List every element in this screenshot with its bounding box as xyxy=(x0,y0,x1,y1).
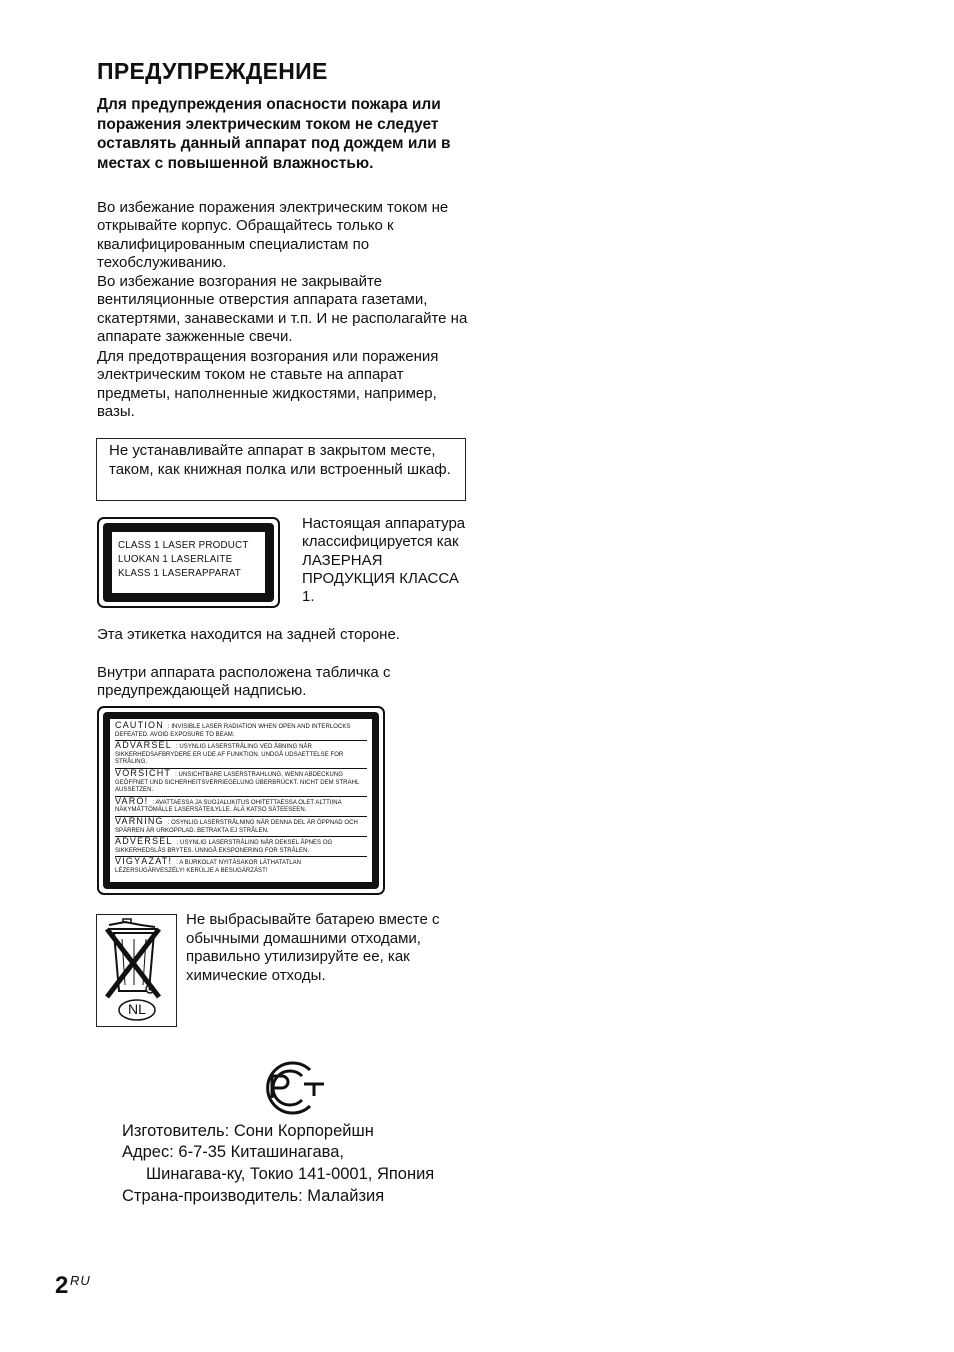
paragraph-ventilation: Во избежание возгорания не закрывайте вентиляционные отверстия аппарата газетами, скатертями, занавесками и т.п. И не располагайте на аппарате зажженные свечи. xyxy=(97,273,468,345)
caution-block-text: : USYNLIG LASERSTRÅLING NÅR DEKSEL ÅPNES OG SIKKERHEDSLÅS BRYTES. UNNGÅ EKSPONERING FOR STRÅLEN. xyxy=(115,840,333,854)
laser-label-line: LUOKAN 1 LASERLAITE xyxy=(118,554,233,565)
caution-block-heading: ADVARSEL xyxy=(115,740,172,751)
pct-certification-logo xyxy=(258,1060,328,1116)
caution-block xyxy=(115,815,367,837)
caution-block-text: : USYNLIG LASERSTRÅLING VED ÅBNING NÅR SIKKERHEDSAFBRYDERE ER UDE AF FUNKTION. UNDGÅ UDSAETTELSE FOR STRÅLING. xyxy=(115,744,344,766)
laser-class-label xyxy=(97,517,280,608)
caution-block-text: : OSYNLIG LASERSTRÅLNING NÄR DENNA DEL ÄR ÖPPNAD OCH SPÄRREN ÄR URKOPPLAD. BETRAKTA EJ STRÅLEN. xyxy=(115,819,358,834)
battery-disposal-symbol xyxy=(96,914,177,1027)
caution-block-heading: VORSICHT xyxy=(115,767,172,778)
caution-block-heading: VARNING xyxy=(115,815,164,826)
caution-block-heading: VARO! xyxy=(115,795,149,806)
caution-block xyxy=(115,795,367,817)
manufacturer-name: Изготовитель: Сони Корпорейшн xyxy=(122,1122,374,1140)
caution-block-heading: ADVERSEL xyxy=(115,836,173,847)
gost-r-certification-icon xyxy=(258,1060,328,1116)
laser-label-line: CLASS 1 LASER PRODUCT xyxy=(118,540,249,551)
warning-bold-text: Для предупреждения опасности пожара или поражения электрическим током не следует оставлять данный аппарат под дождем или в местах с повышенной влажностью. xyxy=(97,96,451,172)
installation-note-box: Не устанавливайте аппарат в закрытом месте, таком, как книжная полка или встроенный шкаф. xyxy=(96,438,466,501)
laser-class-description: Настоящая аппаратура классифицируется как ЛАЗЕРНАЯ ПРОДУКЦИЯ КЛАССА 1. xyxy=(302,515,466,606)
caution-block-text: : A BURKOLAT NYITÁSAKOR LÁTHATATLAN LÉZERSUGÁRVESZÉLY! KERÜLJE A BESUGÁRZÁST! xyxy=(115,860,302,874)
caution-block xyxy=(115,767,367,797)
caution-block-heading: VIGYÁZAT! xyxy=(115,856,173,867)
manufacturer-address-city: Шинагава-ку, Токио 141-0001, Япония xyxy=(146,1165,435,1183)
inside-warning-note: Внутри аппарата расположена табличка с предупреждающей надписью. xyxy=(97,664,391,700)
caution-block-text: : AVATTAESSA JA SUOJALUKITUS OHITETTAESSA OLET ALTTIINA NÄKYMÄTTÖMÄLLE LASERSÄTEILYLLE. ÄLÄ KATSO SÄTEESEEN. xyxy=(115,799,342,814)
page-number: 2 xyxy=(55,1272,69,1299)
paragraph-electric-shock: Во избежание поражения электрическим током не открывайте корпус. Обращайтесь только к квалифицированным специалистам по техобслуживанию. xyxy=(97,199,449,271)
caution-block-text: : INVISIBLE LASER RADIATION WHEN OPEN AND INTERLOCKS DEFEATED. AVOID EXPOSURE TO BEAM. xyxy=(115,724,351,738)
caution-block xyxy=(115,722,367,741)
label-location-text: Эта этикетка находится на задней стороне. xyxy=(97,626,400,643)
caution-block-text: : UNSICHTBARE LASERSTRAHLUNG, WENN ABDECKUNG GEÖFFNET UND SICHERHEITSVERRIEGELUNG ÜBERBRÜCKT. NICHT DEM STRAHL AUSSETZEN. xyxy=(115,771,360,794)
battery-disposal-text: Не выбрасывайте батарею вместе с обычными домашними отходами, правильно утилизируйте ее, как химические отходы. xyxy=(186,911,440,984)
manufacturer-address: Адрес: 6-7-35 Киташинагава, xyxy=(122,1143,344,1161)
paragraph-liquids: Для предотвращения возгорания или поражения электрическим током не ставьте на аппарат предметы, наполненные жидкостями, например, вазы. xyxy=(97,348,439,420)
page-language-suffix: RU xyxy=(70,1273,91,1288)
caution-block xyxy=(115,858,367,876)
battery-nl-mark: NL xyxy=(128,1001,146,1017)
caution-block xyxy=(115,838,367,857)
caution-block-heading: CAUTION xyxy=(115,720,164,730)
caution-block xyxy=(115,742,367,769)
caution-label xyxy=(97,706,385,895)
laser-label-line: KLASS 1 LASERAPPARAT xyxy=(118,568,241,579)
page-title: ПРЕДУПРЕЖДЕНИЕ xyxy=(97,58,328,84)
country-of-origin: Страна-производитель: Малайзия xyxy=(122,1187,385,1205)
